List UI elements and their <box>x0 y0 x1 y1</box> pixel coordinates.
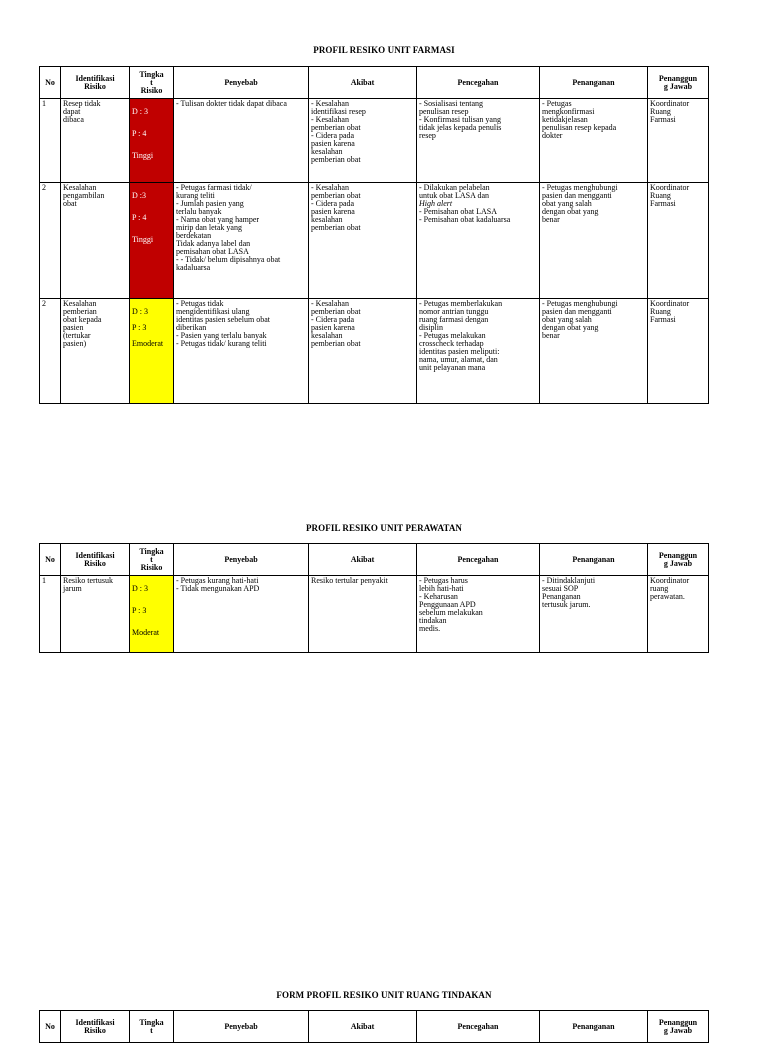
header-identifikasi: Identifikasi Risiko <box>61 1011 130 1043</box>
header-no: No <box>40 1011 61 1043</box>
cell-penanggung: Koordinator Ruang Farmasi <box>648 99 709 183</box>
cell-penanganan: - Petugas menghubungi pasien dan mengganti obat yang salah dengan obat yang benar <box>540 299 648 404</box>
header-penanggung: Penanggun g Jawab <box>648 544 709 576</box>
header-pencegahan: Pencegahan <box>417 1011 540 1043</box>
header-tingkat: Tingka t <box>130 1011 174 1043</box>
level-p: P : 4 <box>132 129 147 138</box>
cell-identifikasi: Kesalahan pengambilan obat <box>61 183 130 299</box>
risk-level-tinggi <box>130 99 174 183</box>
table-header-row <box>40 67 709 99</box>
level-p: P : 3 <box>132 606 147 615</box>
cell-penyebab: - Petugas tidak mengidentifikasi ulang identitas pasien sebelum obat diberikan - Pasien yang terlalu banyak - Petugas tidak/ kurang teliti <box>174 299 309 404</box>
cell-penanganan: - Ditindaklanjuti sesuai SOP Penanganan tertusuk jarum. <box>540 576 648 653</box>
table-row <box>40 576 709 653</box>
level-d: D : 3 <box>132 307 148 316</box>
level-d: D : 3 <box>132 107 148 116</box>
header-no: No <box>40 67 61 99</box>
header-akibat: Akibat <box>309 1011 417 1043</box>
table-header-row <box>40 544 709 576</box>
cell-akibat: - Kesalahan pemberian obat - Cidera pada pasien karena kesalahan pemberian obat <box>309 299 417 404</box>
cell-penyebab: - Tulisan dokter tidak dapat dibaca <box>174 99 309 183</box>
risk-table-tindakan <box>39 1010 709 1043</box>
cell-pencegahan: - Petugas harus lebih hati-hati - Keharusan Penggunaan APD sebelum melakukan tindakan medis. <box>417 576 540 653</box>
level-label: Emoderat <box>132 339 164 348</box>
header-identifikasi: Identifikasi Risiko <box>61 67 130 99</box>
header-tingkat: Tingka t Risiko <box>130 67 174 99</box>
header-identifikasi: Identifikasi Risiko <box>61 544 130 576</box>
table-row <box>40 299 709 404</box>
header-penyebab: Penyebab <box>174 544 309 576</box>
cell-identifikasi: Resep tidak dapat dibaca <box>61 99 130 183</box>
header-pencegahan: Pencegahan <box>417 544 540 576</box>
section-title-perawatan: PROFIL RESIKO UNIT PERAWATAN <box>305 523 463 533</box>
header-no: No <box>40 544 61 576</box>
header-penanggung: Penanggun g Jawab <box>648 67 709 99</box>
cell-no: 2 <box>40 183 61 299</box>
cell-pencegahan: - Dilakukan pelabelan untuk obat LASA dan High alert - Pemisahan obat LASA - Pemisahan obat kadaluarsa <box>417 183 540 299</box>
risk-level-tinggi <box>130 183 174 299</box>
cell-pencegahan: - Sosialisasi tentang penulisan resep - Konfirmasi tulisan yang tidak jelas kepada penulis resep <box>417 99 540 183</box>
cell-pencegahan: - Petugas memberlakukan nomor antrian tunggu ruang farmasi dengan disiplin - Petugas melakukan crosscheck terhadap identitas pasien meliputi: nama, umur, alamat, dan unit pelayanan mana <box>417 299 540 404</box>
cell-identifikasi: Kesalahan pemberian obat kepada pasien (tertukar pasien) <box>61 299 130 404</box>
cell-penanggung: Koordinator Ruang Farmasi <box>648 299 709 404</box>
header-penanganan: Penanganan <box>540 67 648 99</box>
header-tingkat: Tingka t Risiko <box>130 544 174 576</box>
cell-penanganan: - Petugas menghubungi pasien dan mengganti obat yang salah dengan obat yang benar <box>540 183 648 299</box>
header-penanganan: Penanganan <box>540 1011 648 1043</box>
header-penanggung: Penanggun g Jawab <box>648 1011 709 1043</box>
table-header-row <box>40 1011 709 1043</box>
header-penyebab: Penyebab <box>174 67 309 99</box>
cell-no: 2 <box>40 299 61 404</box>
risk-table-perawatan <box>39 543 709 653</box>
cell-penanganan: - Petugas mengkonfirmasi ketidakjelasan penulisan resep kepada dokter <box>540 99 648 183</box>
risk-table-farmasi <box>39 66 709 404</box>
cell-penyebab: - Petugas kurang hati-hati - Tidak mengunakan APD <box>174 576 309 653</box>
level-p: P : 4 <box>132 213 147 222</box>
cell-akibat: Resiko tertular penyakit <box>309 576 417 653</box>
cell-penanggung: Koordinator ruang perawatan. <box>648 576 709 653</box>
cell-no: 1 <box>40 99 61 183</box>
header-penanganan: Penanganan <box>540 544 648 576</box>
header-penyebab: Penyebab <box>174 1011 309 1043</box>
header-akibat: Akibat <box>309 544 417 576</box>
cell-no: 1 <box>40 576 61 653</box>
section-title-farmasi: PROFIL RESIKO UNIT FARMASI <box>313 45 455 55</box>
cell-identifikasi: Resiko tertusuk jarum <box>61 576 130 653</box>
table-row <box>40 183 709 299</box>
cell-akibat: - Kesalahan pemberian obat - Cidera pada pasien karena kesalahan pemberian obat <box>309 183 417 299</box>
level-d: D :3 <box>132 191 146 200</box>
risk-level-moderat <box>130 576 174 653</box>
section-title-tindakan: FORM PROFIL RESIKO UNIT RUANG TINDAKAN <box>276 990 492 1000</box>
level-d: D : 3 <box>132 584 148 593</box>
level-label: Tinggi <box>132 151 154 160</box>
level-p: P : 3 <box>132 323 147 332</box>
header-akibat: Akibat <box>309 67 417 99</box>
level-label: Tinggi <box>132 235 154 244</box>
table-row <box>40 99 709 183</box>
header-pencegahan: Pencegahan <box>417 67 540 99</box>
cell-penanggung: Koordinator Ruang Farmasi <box>648 183 709 299</box>
cell-akibat: - Kesalahan identifikasi resep - Kesalahan pemberian obat - Cidera pada pasien karena kesalahan pemberian obat <box>309 99 417 183</box>
risk-level-moderat <box>130 299 174 404</box>
level-label: Moderat <box>132 628 160 637</box>
cell-penyebab: - Petugas farmasi tidak/ kurang teliti - Jumlah pasien yang terlalu banyak - Nama obat yang hamper mirip dan letak yang berdekatan Tidak adanya label dan pemisahan obat LASA - - Tidak/ belum dipisahnya obat kadaluarsa <box>174 183 309 299</box>
